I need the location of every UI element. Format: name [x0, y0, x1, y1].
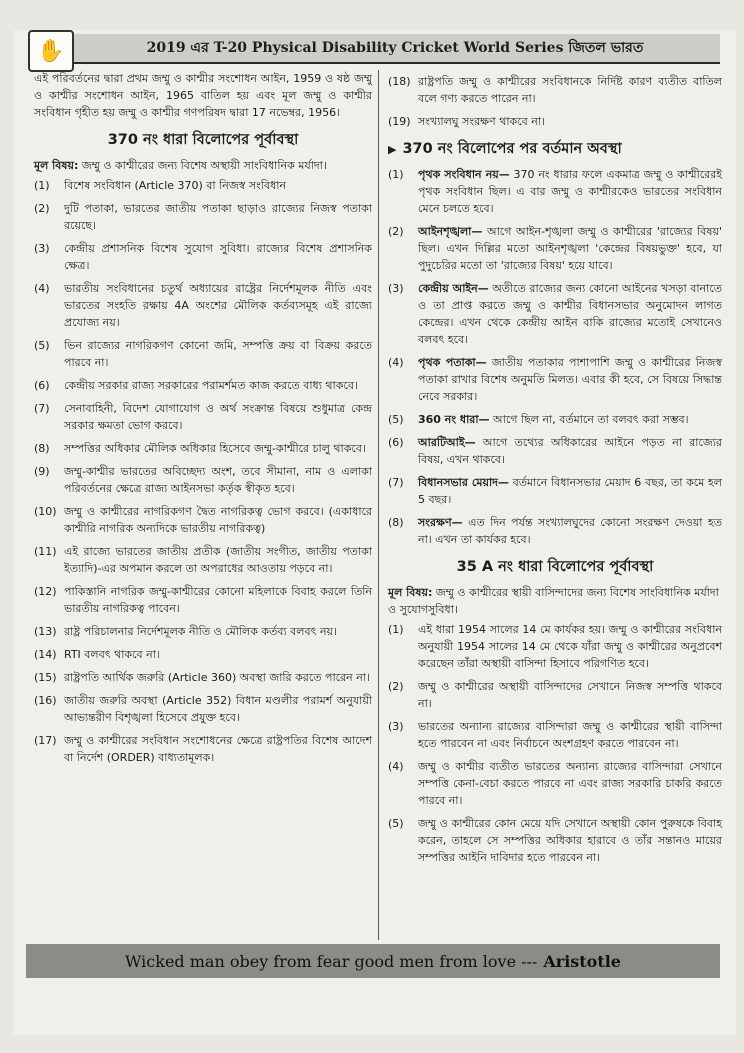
item-text	[418, 514, 722, 548]
item-text: বিশেষ সংবিধান (Article 370) বা নিজস্ব সংবিধান	[64, 179, 287, 192]
list-item	[34, 583, 372, 617]
right-column	[388, 70, 722, 872]
item-text: জম্মু ও কাশ্মীরের নাগরিকগণ দ্বৈত নাগরিকত্ব ভোগ করবে। (একাধারে কাশ্মীরি নাগরিক অন্যদিকে ভারতীয় নাগরিকত্ব)	[64, 505, 372, 535]
list-item	[34, 732, 372, 766]
list-item	[388, 166, 722, 217]
item-text	[418, 166, 722, 217]
list-item	[34, 669, 372, 686]
list-item	[34, 623, 372, 640]
item-number: (1)	[388, 168, 404, 181]
item-text: জম্মু-কাশ্মীর ভারতের অবিচ্ছেদ্য অংশ, তবে সীমানা, নাম ও এলাকা পরিবর্তনের ক্ষেত্রে রাজ্য আইনসভা কর্তৃক স্বীকৃত হবে।	[64, 465, 372, 495]
list-item	[34, 200, 372, 234]
item-body: আগে ছিল না, বর্তমানে তা বলবৎ করা সম্ভব।	[489, 413, 689, 426]
list-item	[388, 354, 722, 405]
item-number: (8)	[388, 516, 404, 529]
item-text	[418, 354, 722, 405]
item-text: ভারতীয় সংবিধানের চতুর্থ অধ্যায়ের রাষ্ট্রের নির্দেশমূলক নীতি এবং ভারতের সংহতি রক্ষায় 4A অংশের মৌলিক কর্তব্যসমূহ এই রাজ্যে প্রযোজ্য নয়।	[64, 282, 372, 329]
item-number: (17)	[34, 734, 57, 747]
item-text: সম্পত্তির অধিকার মৌলিক অধিকার হিসেবে জম্মু-কাশ্মীরে চালু থাকবে।	[64, 442, 366, 455]
item-body: আগে আইন-শৃঙ্খলা জম্মু ও কাশ্মীরের 'রাজ্যের বিষয়' ছিল। এখন দিল্লির মতো আইনশৃঙ্খলা 'কেন্দ্রের বিষয়ভুক্ত' হবে, যা পুদুচেরির মতো তা 'রাজ্যের বিষয়' হয়ে যাবে।	[418, 225, 722, 272]
item-number: (7)	[388, 476, 404, 489]
item-number: (9)	[34, 465, 50, 478]
item-text: দুটি পতাকা, ভারতের জাতীয় পতাকা ছাড়াও রাজ্যের নিজস্ব পতাকা রয়েছে।	[64, 202, 372, 232]
item-number: (19)	[388, 115, 411, 128]
item-body: আগে তথ্যের অধিকারের আইনে পড়ত না রাজ্যের বিষয়, এখন থাকবে।	[418, 436, 722, 466]
column-divider	[378, 70, 379, 940]
item-text: জম্মু ও কাশ্মীরের সংবিধান সংশোধনের ক্ষেত্রে রাষ্ট্রপতির বিশেষ আদেশ বা নির্দেশ (ORDER) বাধ্যতামূলক।	[64, 734, 372, 764]
list-item	[34, 377, 372, 394]
item-number: (3)	[34, 242, 50, 255]
list-item	[34, 337, 372, 371]
item-number: (1)	[388, 623, 404, 636]
item-label: পৃথক পতাকা—	[418, 356, 487, 369]
subject-label: মূল বিষয়:	[34, 159, 79, 172]
subject-line-35a	[388, 584, 722, 618]
list-item	[388, 815, 722, 866]
list-item	[34, 692, 372, 726]
list-item	[34, 280, 372, 331]
page-header	[30, 34, 720, 64]
item-label: বিধানসভার মেয়াদ—	[418, 476, 509, 489]
subject-label-35a: মূল বিষয়:	[388, 586, 433, 599]
footer-quote-bar	[26, 944, 720, 978]
section-title-370-after	[388, 138, 722, 162]
list-item	[34, 177, 372, 194]
list-item	[34, 440, 372, 457]
item-label: 360 নং ধারা—	[418, 413, 490, 426]
item-text: ভারতের অন্যান্য রাজ্যের বাসিন্দারা জম্মু ও কাশ্মীরের স্থায়ী বাসিন্দা হতে পারবেন না এবং নির্বাচনে অংশগ্রহণ করতে পারবেন না।	[418, 720, 722, 750]
item-label: আরটিআই—	[418, 436, 476, 449]
item-number: (2)	[34, 202, 50, 215]
item-number: (4)	[388, 356, 404, 369]
item-text	[418, 280, 722, 348]
item-text: এই রাজ্যে ভারতের জাতীয় প্রতীক (জাতীয় সংগীত, জাতীয় পতাকা ইত্যাদি)-এর অপমান করলে তা অপরাধের আওতায় পড়বে না।	[64, 545, 372, 575]
item-number: (4)	[34, 282, 50, 295]
list-item	[388, 718, 722, 752]
section-title-370-before: 370 নং ধারা বিলোপের পূর্বাবস্থা	[107, 132, 299, 148]
item-number: (1)	[34, 179, 50, 192]
item-text: এই ধারা 1954 সালের 14 মে কার্যকর হয়। জম্মু ও কাশ্মীরের সংবিধান অনুযায়ী 1954 সালের 14 মে থেকে যাঁরা জম্মু ও কাশ্মীরের অনুপ্রবেশ করেছেন তাঁরা অস্থায়ী বাসিন্দা হিসাবে পরিগণিত হবে।	[418, 623, 722, 670]
item-number: (3)	[388, 282, 404, 295]
list-item	[34, 503, 372, 537]
item-text: কেন্দ্রীয় সরকার রাজ্য সরকারের পরামর্শমত কাজ করতে বাধ্য থাকবে।	[64, 379, 358, 392]
item-text: জম্মু ও কাশ্মীর ব্যতীত ভারতের অন্যান্য রাজ্যের বাসিন্দারা সেখানে সম্পত্তি কেনা-বেচা করতে পারবে না এবং রাজ্য সরকারি চাকরি করতে পারবে না।	[418, 760, 722, 807]
list-item	[388, 758, 722, 809]
footer-author: Aristotle	[543, 951, 621, 971]
item-body: এত দিন পর্যন্ত সংখ্যালঘুদের কোনো সংরক্ষণ দেওয়া হত না। এখন তা কার্যকর হবে।	[418, 516, 722, 546]
right-item-list-35a	[388, 621, 722, 866]
list-item	[388, 434, 722, 468]
list-item	[388, 514, 722, 548]
list-item	[388, 678, 722, 712]
item-number: (3)	[388, 720, 404, 733]
item-number: (5)	[388, 817, 404, 830]
item-number: (4)	[388, 760, 404, 773]
item-number: (2)	[388, 680, 404, 693]
list-item	[388, 411, 722, 428]
item-label: সংরক্ষণ—	[418, 516, 463, 529]
item-text: সংখ্যালঘু সংরক্ষণ থাকবে না।	[418, 115, 545, 128]
item-number: (6)	[34, 379, 50, 392]
right-top-item-list	[388, 73, 722, 130]
item-text: রাষ্ট্রপতি আর্থিক জরুরি (Article 360) অবস্থা জারি করতে পারেন না।	[64, 671, 370, 684]
list-item	[34, 543, 372, 577]
item-number: (2)	[388, 225, 404, 238]
list-item	[388, 280, 722, 348]
item-body: বর্তমানে বিধানসভার মেয়াদ 6 বছর, তা কমে হল 5 বছর।	[418, 476, 722, 506]
item-text: রাষ্ট্রপতি জম্মু ও কাশ্মীরের সংবিধানকে নির্দিষ্ট কারণ ব্যতীত বাতিল বলে গণ্য করতে পারেন না।	[418, 75, 722, 105]
footer-quote: Wicked man obey from fear good men from love ---	[125, 951, 538, 971]
list-item	[388, 73, 722, 107]
item-body: জাতীয় পতাকার পাশাপাশি জম্মু ও কাশ্মীরের নিজস্ব পতাকা রাখার বিশেষ অনুমতি মিলত। এবার কী হবে, সে বিষয়ে সিদ্ধান্ত নেবে সরকার।	[418, 356, 722, 403]
item-text: জাতীয় জরুরি অবস্থা (Article 352) বিধান মণ্ডলীর পরামর্শ অনুযায়ী আভ্যন্তরীণ বিশৃঙ্খলা হিসেবে প্রযুক্ত হবে।	[64, 694, 372, 724]
item-number: (13)	[34, 625, 57, 638]
right-item-list	[388, 166, 722, 548]
list-item	[388, 474, 722, 508]
item-label: কেন্দ্রীয় আইন—	[418, 282, 489, 295]
subject-line	[34, 157, 372, 174]
item-number: (10)	[34, 505, 57, 518]
item-text	[418, 434, 722, 468]
item-text: কেন্দ্রীয় প্রশাসনিক বিশেষ সুযোগ সুবিধা। রাজ্যের বিশেষ প্রশাসনিক ক্ষেত্র।	[64, 242, 372, 272]
section-title-35a: 35 A নং ধারা বিলোপের পূর্বাবস্থা	[456, 559, 654, 575]
list-item	[388, 223, 722, 274]
list-item	[34, 400, 372, 434]
item-text	[418, 411, 722, 428]
item-body: 370 নং ধারার ফলে একমাত্র জম্মু ও কাশ্মীরেরই পৃথক সংবিধান ছিল। এ বার জম্মু ও কাশ্মীরকেও ভারতের সংবিধান মেনে চলতে হবে।	[418, 168, 723, 215]
item-number: (5)	[388, 413, 404, 426]
item-text: রাষ্ট্র পরিচালনার নির্দেশমূলক নীতি ও মৌলিক কর্তব্য বলবৎ নয়।	[64, 625, 337, 638]
item-number: (11)	[34, 545, 57, 558]
item-label: আইনশৃঙ্খলা—	[418, 225, 483, 238]
subject-text: জম্মু ও কাশ্মীরের জন্য বিশেষ অস্থায়ী সাংবিধানিক মর্যাদা।	[81, 159, 327, 172]
item-text: জম্মু ও কাশ্মীরের অস্থায়ী বাসিন্দাদের সেখানে নিজস্ব সম্পত্তি থাকবে না।	[418, 680, 722, 710]
item-text	[418, 223, 722, 274]
list-item	[388, 113, 722, 130]
triangle-bullet-icon: ▶	[388, 143, 397, 156]
item-number: (14)	[34, 648, 57, 661]
item-text: পাকিস্তানি নাগরিক জম্মু-কাশ্মীরের কোনো মহিলাকে বিবাহ করলে তিনি ভারতীয় নাগরিকত্ব পাবেন।	[64, 585, 372, 615]
item-number: (18)	[388, 75, 411, 88]
item-number: (12)	[34, 585, 57, 598]
item-number: (5)	[34, 339, 50, 352]
item-number: (8)	[34, 442, 50, 455]
list-item	[34, 463, 372, 497]
intro-paragraph: এই পরিবর্তনের দ্বারা প্রথম জম্মু ও কাশ্মীর সংশোধন আইন, 1959 ও ষষ্ঠ জম্মু ও কাশ্মীর সংশোধন আইন, 1965 বাতিল হয় এবং মূল জম্মু ও কাশ্মীর সংবিধান গৃহীত হয় জম্মু ও কাশ্মীর গণপরিষদ দ্বারা 17 নভেম্বর, 1956।	[34, 72, 372, 119]
item-text: ভিন রাজ্যের নাগরিকগণ কোনো জমি, সম্পত্তি ক্রয় বা বিক্রয় করতে পারবে না।	[64, 339, 372, 369]
item-label: পৃথক সংবিধান নয়—	[418, 168, 510, 181]
list-item	[388, 621, 722, 672]
header-title: 2019 এর T-20 Physical Disability Cricket World Series জিতল ভারত	[146, 40, 644, 56]
item-text: জম্মু ও কাশ্মীরের কোন মেয়ে যদি সেখানে অস্থায়ী কোন পুরুষকে বিবাহ করেন, তাহলে সে সম্পত্তির অধিকার হারাবে ও তাঁর সন্তানও মায়ের সম্পত্তির আইনি দাবিদার হতে পারবেন না।	[418, 817, 722, 864]
item-number: (15)	[34, 671, 57, 684]
logo-icon: ✋	[28, 30, 74, 72]
item-text	[418, 474, 722, 508]
left-column	[34, 70, 372, 772]
item-body: অতীতে রাজ্যের জন্য কোনো আইনের খসড়া বানাতে ও তা প্রাপ্ত করতে জম্মু ও কাশ্মীর বিধানসভার অনুমোদন লাগত কেন্দ্রের। এখন থেকে কেন্দ্রীয় আইন বাকি রাজ্যের মতোই সেখানেও বলবৎ হবে।	[418, 282, 722, 346]
list-item	[34, 240, 372, 274]
left-item-list	[34, 177, 372, 766]
item-text: RTI বলবৎ থাকবে না।	[64, 648, 160, 661]
item-number: (16)	[34, 694, 57, 707]
section-title-text: 370 নং বিলোপের পর বর্তমান অবস্থা	[402, 141, 622, 157]
item-number: (7)	[34, 402, 50, 415]
list-item	[34, 646, 372, 663]
item-text: সেনাবাহিনী, বিদেশ যোগাযোগ ও অর্থ সংক্রান্ত বিষয়ে শুধুমাত্র কেন্দ্র সরকার ক্ষমতা ভোগ করবে।	[64, 402, 372, 432]
item-number: (6)	[388, 436, 404, 449]
subject-text-35a: জম্মু ও কাশ্মীরের স্থায়ী বাসিন্দাদের জন্য বিশেষ সাংবিধানিক মর্যাদা ও সুযোগসুবিধা।	[388, 586, 719, 616]
